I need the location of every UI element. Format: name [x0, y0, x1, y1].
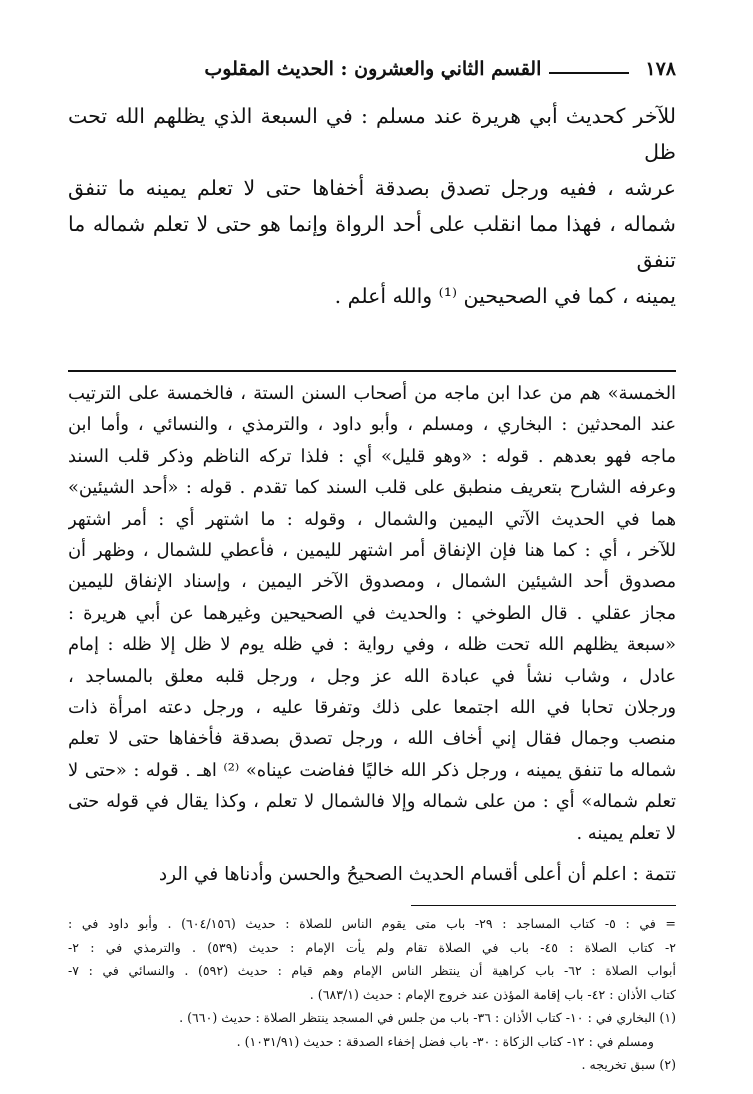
commentary-line: لا تعلم يمينه . — [576, 822, 676, 844]
commentary-line: مجاز عقلي . قال الطوخي : والحديث في الصحيحين وغيرهما عن أبي هريرة : — [68, 602, 676, 624]
header-rule — [549, 72, 629, 74]
commentary-line: تعلم شماله» أي : من على شماله وإلا فالشمال لا تعلم ، وكذا يقال في قوله حتى — [68, 791, 676, 813]
commentary-line: الخمسة» هم من عدا ابن ماجه من أصحاب السنن الستة ، فالخمسة على الترتيب — [68, 383, 676, 404]
footnote-line: كتاب الأذان : ٤٢- باب إقامة المؤذن عند خروج الإمام : حديث (٦٨٣/١) . — [309, 986, 676, 1002]
main-text-line: يمينه ، كما في الصحيحين ⁽¹⁾ والله أعلم . — [334, 284, 676, 308]
commentary-line: عادل ، وشاب نشأ في عبادة الله عز وجل ، ورجل قلبه معلق بالمساجد ، — [68, 665, 676, 687]
commentary-line: مصدوق أحد الشيئين الشمال ، ومصدوق الآخر اليمين ، وإسناد الإنفاق لليمين — [68, 571, 676, 593]
main-text-line: شماله ، فهذا مما انقلب على أحد الرواة وإنما هو حتى لا تعلم شماله ما تنفق — [68, 212, 676, 272]
commentary-divider — [68, 370, 676, 372]
commentary-line: ماجه فهو بعدهم . قوله : «وهو قليل» أي : فلذا تركه الناظم وذكر قلب السند — [68, 445, 676, 467]
commentary-line: منصب وجمال فقال إني أخاف الله ، ورجل تصدق بصدقة فأخفاها حتى لا تعلم — [68, 728, 676, 750]
footnotes — [68, 912, 676, 1077]
commentary-line: «سبعة يظلهم الله تحت ظله ، وفي رواية : في ظله يوم لا ظل إلا ظله : إمام — [68, 634, 676, 656]
commentary-line: هما في الحديث الآتي اليمين والشمال ، وقوله : ما اشتهر أي : أمر اشتهر — [68, 508, 676, 530]
footnote-line: (٢) سبق تخريجه . — [581, 1057, 676, 1073]
commentary-line: وعرفه الشارح بتعريف منطبق على قلب السند كما تقدم . قوله : «أحد الشيئين» — [68, 477, 676, 499]
page-number: ١٧٨ — [645, 58, 676, 80]
footnote-divider — [411, 905, 676, 906]
commentary-line: ورجلان تحابا في الله اجتمعا على ذلك وتفرقا عليه ، ورجل دعته امرأة ذات — [68, 697, 676, 719]
footnote-line: (١) البخاري في : ١٠- كتاب الأذان : ٣٦- باب من جلس في المسجد ينتظر الصلاة : حديث (٦٦٠) . — [179, 1010, 676, 1026]
main-text-line: للآخر كحديث أبي هريرة عند مسلم : في السبعة الذي يظلهم الله تحت ظل — [68, 104, 676, 164]
footnote-line: ومسلم في : ١٢- كتاب الزكاة : ٣٠- باب فضل إخفاء الصدقة : حديث (١٠٣١/٩١) . — [236, 1033, 654, 1049]
footnote-line: أبواب الصلاة : ٦٢- باب كراهية أن ينتظر الناس الإمام وهم قيام : حديث (٥٩٢) . والنسائي في : ٧- — [68, 963, 676, 979]
main-text — [68, 98, 676, 314]
footnote-line: = في : ٥- كتاب المساجد : ٢٩- باب متى يقوم الناس للصلاة : حديث (٦٠٤/١٥٦) . وأبو داود في : — [68, 916, 676, 932]
commentary-line: للآخر ، أي : كما هنا فإن الإنفاق أمر اشتهر لليمين ، فأعطي للشمال ، وظهر أن — [68, 540, 676, 562]
commentary-text — [68, 378, 676, 849]
commentary-line: شماله ما تنفق يمينه ، ورجل ذكر الله خاليًا ففاضت عيناه» ⁽²⁾ اهـ . قوله : «حتى لا — [68, 759, 676, 781]
running-header — [68, 58, 676, 88]
footnote-line: ٢- كتاب الصلاة : ٤٥- باب في الصلاة تقام ولم يأت الإمام : حديث (٥٣٩) . والترمذي في : ٢- — [68, 939, 676, 955]
tatimma-note: تتمة : اعلم أن أعلى أقسام الحديث الصحيحُ والحسن وأدناها في الرد — [158, 864, 676, 886]
main-text-line: عرشه ، ففيه ورجل تصدق بصدقة أخفاها حتى لا تعلم يمينه ما تنفق — [68, 176, 676, 200]
chapter-title: القسم الثاني والعشرون : الحديث المقلوب — [204, 58, 542, 80]
commentary-line: عند المحدثين : البخاري ، ومسلم ، وأبو داود ، والترمذي ، والنسائي ، وأما ابن — [68, 414, 676, 436]
